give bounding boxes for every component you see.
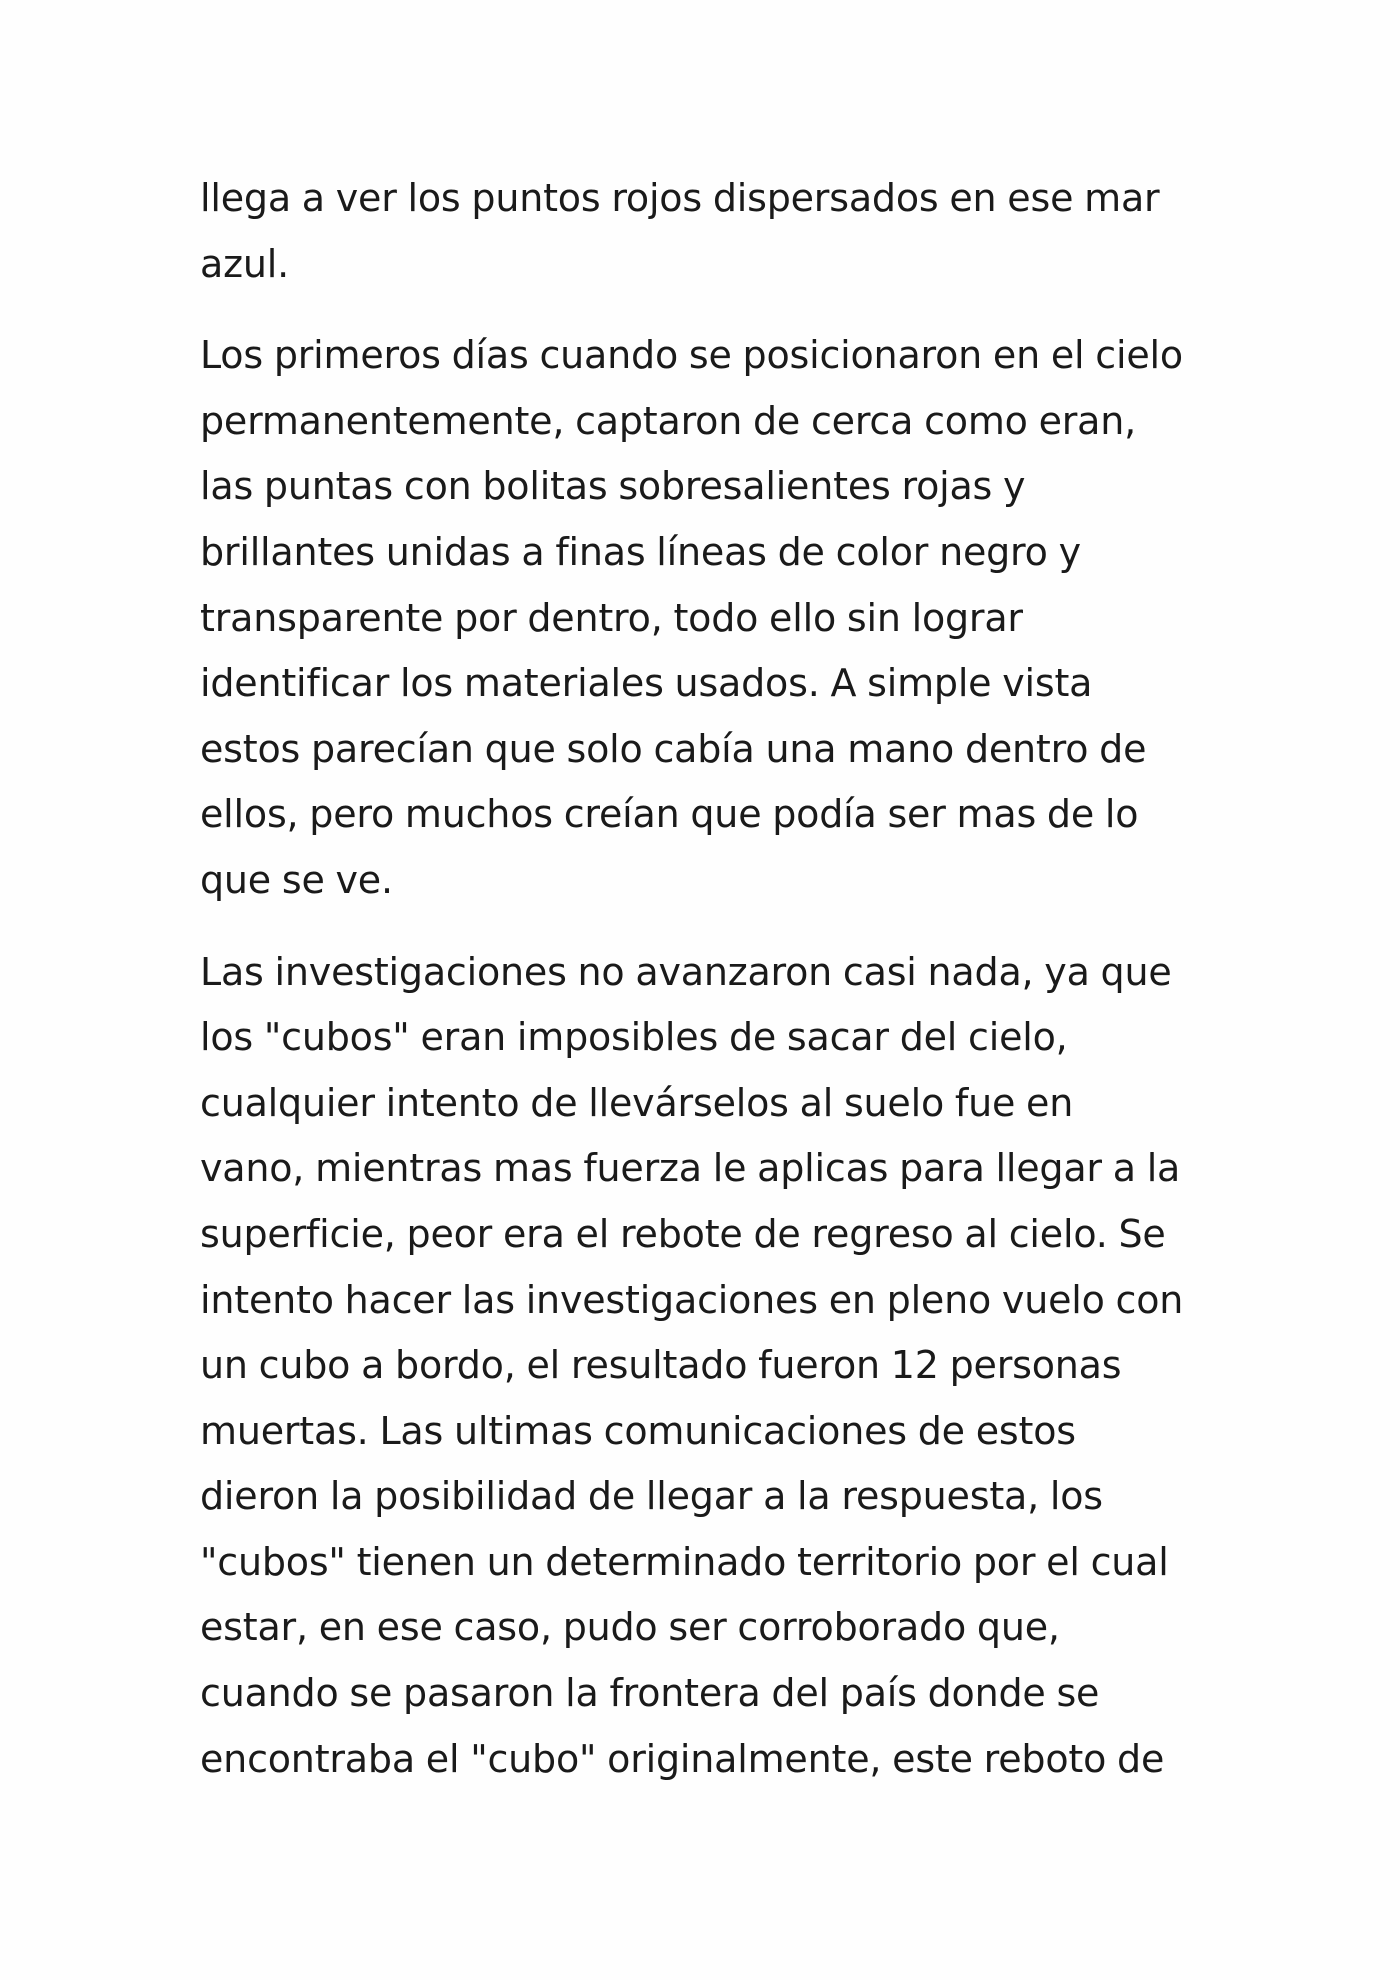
text-line: identificar los materiales usados. A simple vista <box>200 661 1093 706</box>
text-line: encontraba el "cubo" originalmente, este reboto de <box>200 1736 1165 1781</box>
text-line: Los primeros días cuando se posicionaron en el cielo <box>200 333 1183 378</box>
text-line: estos parecían que solo cabía una mano dentro de <box>200 726 1147 771</box>
paragraph-1 <box>200 166 1210 297</box>
text-line: permanentemente, captaron de cerca como eran, <box>200 398 1137 443</box>
text-line: estar, en ese caso, pudo ser corroborado que, <box>200 1605 1060 1650</box>
paragraph-2 <box>200 323 1210 913</box>
text-line: azul. <box>200 241 289 286</box>
text-line: cuando se pasaron la frontera del país donde se <box>200 1671 1100 1716</box>
text-line: que se ve. <box>200 857 393 902</box>
text-line: cualquier intento de llevárselos al suelo fue en <box>200 1080 1074 1125</box>
text-line: superficie, peor era el rebote de regreso al cielo. Se <box>200 1211 1166 1256</box>
text-line: muertas. Las ultimas comunicaciones de estos <box>200 1408 1076 1453</box>
paragraph-3 <box>200 940 1210 1793</box>
text-line: vano, mientras mas fuerza le aplicas para llegar a la <box>200 1146 1181 1191</box>
text-line: llega a ver los puntos rojos dispersados en ese mar <box>200 176 1160 220</box>
text-line: Las investigaciones no avanzaron casi nada, ya que <box>200 949 1172 994</box>
text-line: "cubos" tienen un determinado territorio por el cual <box>200 1539 1169 1584</box>
text-column <box>200 166 1210 1818</box>
text-line: intento hacer las investigaciones en pleno vuelo con <box>200 1277 1184 1322</box>
text-line: un cubo a bordo, el resultado fueron 12 personas <box>200 1343 1122 1388</box>
text-line: dieron la posibilidad de llegar a la respuesta, los <box>200 1474 1103 1519</box>
text-line: los "cubos" eran imposibles de sacar del cielo, <box>200 1015 1068 1060</box>
text-line: transparente por dentro, todo ello sin lograr <box>200 595 1023 640</box>
text-line: ellos, pero muchos creían que podía ser mas de lo <box>200 792 1139 837</box>
text-line: brillantes unidas a finas líneas de color negro y <box>200 529 1081 574</box>
text-line: las puntas con bolitas sobresalientes rojas y <box>200 464 1026 509</box>
